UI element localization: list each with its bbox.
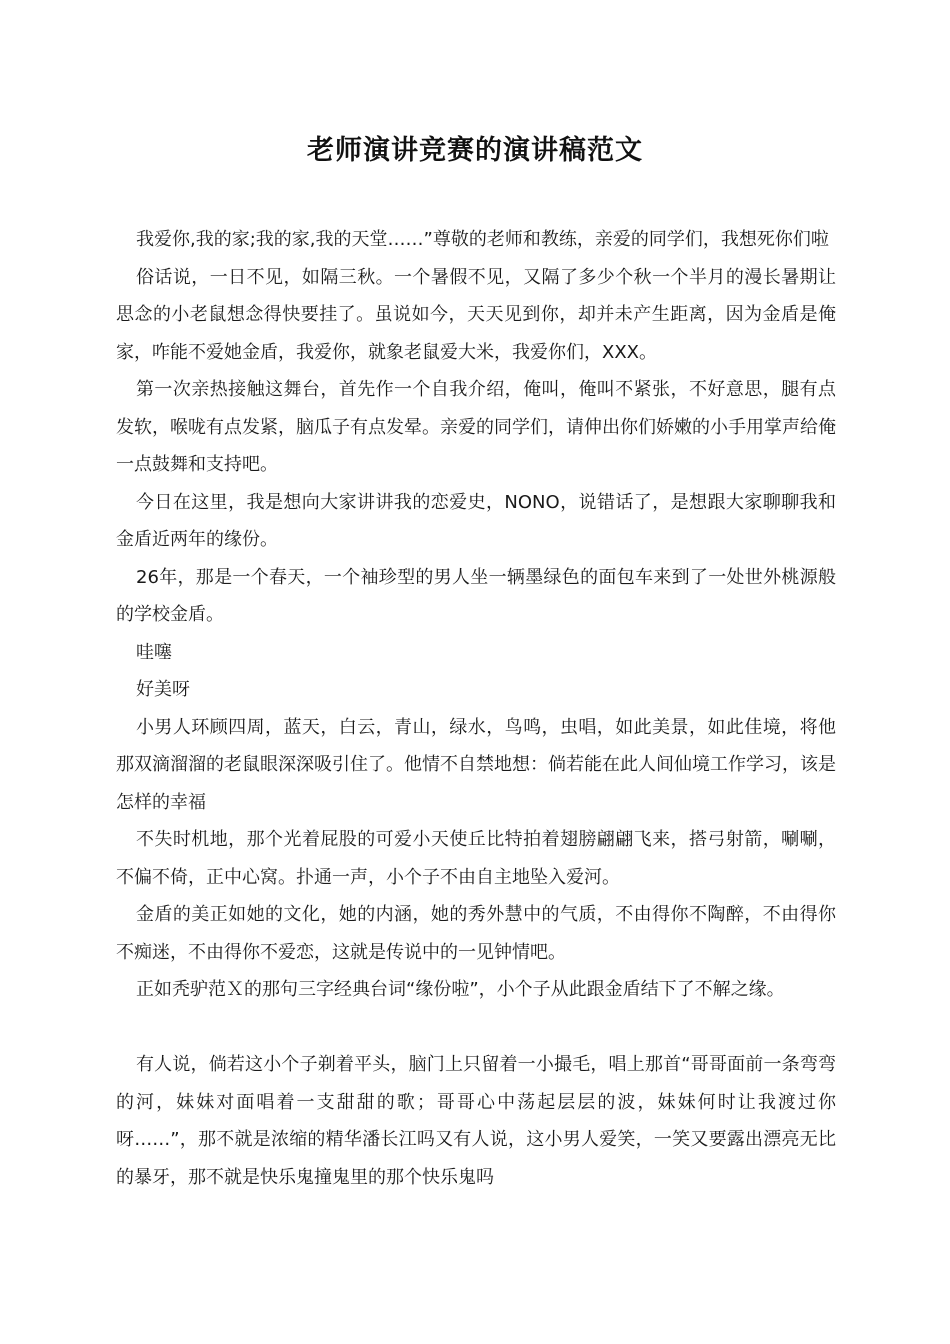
paragraph: 哇噻 [136, 641, 172, 663]
paragraph: 有人说，倘若这小个子剃着平头，脑门上只留着一小撮毛，唱上那首“哥哥面前一条弯弯的河，妹妹对面唱着一支甜甜的歌；哥哥心中荡起层层的波，妹妹何时让我渡过你呀……”，那不就是浓缩的精华潘长江吗又有人说，这小男人爱笑，一笑又要露出漂亮无比的暴牙，那不就是快乐鬼撞鬼里的那个快乐鬼吗 [116, 1054, 836, 1188]
paragraph: 好美呀 [136, 679, 190, 700]
paragraph: 第一次亲热接触这舞台，首先作一个自我介绍，俺叫，俺叫不紧张，不好意思，腿有点发软，喉咙有点发紧，脑瓜子有点发晕。亲爱的同学们，请伸出你们娇嫩的小手用掌声给俺一点鼓舞和支持吧。 [116, 379, 836, 475]
document-body [116, 221, 836, 1196]
paragraph: 今日在这里，我是想向大家讲讲我的恋爱史，NONO，说错话了，是想跟大家聊聊我和金盾近两年的缘份。 [116, 491, 836, 550]
paragraph: 正如秃驴范Ｘ的那句三字经典台词“缘份啦”，小个子从此跟金盾结下了不解之缘。 [136, 979, 785, 1000]
paragraph: 金盾的美正如她的文化，她的内涵，她的秀外慧中的气质，不由得你不陶醉，不由得你不痴迷，不由得你不爱恋，这就是传说中的一见钟情吧。 [116, 904, 836, 963]
paragraph: 俗话说，一日不见，如隔三秋。一个暑假不见，又隔了多少个秋一个半月的漫长暑期让思念的小老鼠想念得快要挂了。虽说如今，天天见到你，却并未产生距离，因为金盾是俺家，咋能不爱她金盾，我爱你，就象老鼠爱大米，我爱你们，XXX。 [116, 266, 836, 363]
paragraph: 不失时机地，那个光着屁股的可爱小天使丘比特拍着翅膀翩翩飞来，搭弓射箭，唰唰，不偏不倚，正中心窝。扑通一声，小个子不由自主地坠入爱河。 [116, 829, 836, 888]
document-title: 老师演讲竞赛的演讲稿范文 [307, 135, 643, 166]
paragraph-spacer [116, 1009, 836, 1047]
paragraph: 我爱你,我的家;我的家,我的天堂……”尊敬的老师和教练，亲爱的同学们，我想死你们啦 [136, 229, 829, 250]
paragraph: 26年，那是一个春天，一个袖珍型的男人坐一辆墨绿色的面包车来到了一处世外桃源般的学校金盾。 [116, 566, 836, 625]
paragraph: 小男人环顾四周，蓝天，白云，青山，绿水，鸟鸣，虫唱，如此美景，如此佳境，将他那双滴溜溜的老鼠眼深深吸引住了。他情不自禁地想：倘若能在此人间仙境工作学习，该是怎样的幸福 [116, 716, 836, 813]
